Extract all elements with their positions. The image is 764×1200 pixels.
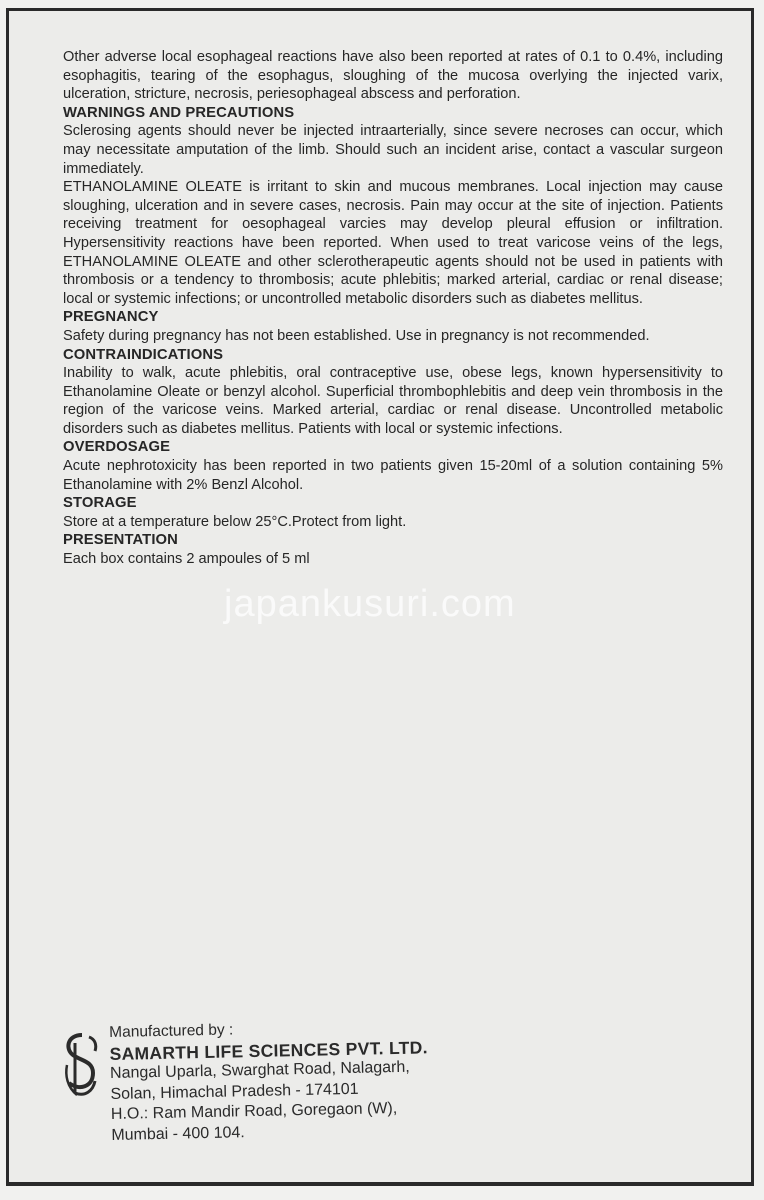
warnings-paragraph-1: Sclerosing agents should never be injected intraarterially, since severe necroses can occur, which may necessitate amputation of the limb. Should such an incident arise, contact a vascular surgeon immediately. <box>63 123 723 177</box>
storage-paragraph: Store at a temperature below 25°C.Protect from light. <box>63 513 407 530</box>
leaflet-page <box>6 8 754 1186</box>
address-line: Solan, Himachal Pradesh - 174101 <box>110 1080 359 1103</box>
heading-pregnancy: PREGNANCY <box>63 309 159 326</box>
address-line: H.O.: Ram Mandir Road, Goregaon (W), <box>110 1099 398 1123</box>
intro-paragraph: Other adverse local esophageal reactions have also been reported at rates of 0.1 to 0.4%, including esophagitis, tearing of the esophagus, sloughing of the mucosa overlying the injected varix, ulceration, stricture, necrosis, periesophageal abscess and perforation. <box>63 49 723 103</box>
heading-storage: STORAGE <box>63 495 137 512</box>
address-line: Mumbai - 400 104. <box>111 1123 245 1144</box>
heading-presentation: PRESENTATION <box>63 532 178 549</box>
manufacturer-block <box>109 1014 531 1146</box>
manufacturer-label: Manufactured by : <box>109 1021 234 1041</box>
company-logo-icon <box>59 1031 105 1101</box>
heading-warnings: WARNINGS AND PRECAUTIONS <box>63 104 295 121</box>
presentation-paragraph: Each box contains 2 ampoules of 5 ml <box>63 551 310 568</box>
heading-contraindications: CONTRAINDICATIONS <box>63 346 224 363</box>
pregnancy-paragraph: Safety during pregnancy has not been established. Use in pregnancy is not recommended. <box>63 327 650 344</box>
warnings-paragraph-2: ETHANOLAMINE OLEATE is irritant to skin and mucous membranes. Local injection may cause sloughing, ulceration and in severe cases, necrosis. Pain may occur at the site of injection. Patients receiving treatment for oesophageal varcies may develop pleural effusion or infiltration. Hypersensitivity reactions have been reported. When used to treat varicose veins of the legs, ETHANOLAMINE OLEATE and other sclerotherapeutic agents should not be used in patients with thrombosis or a tendency to thrombosis; acute phlebitis; marked arterial, cardiac or renal disease; local or systemic infections; or uncontrolled metabolic disorders such as diabetes mellitus. <box>63 179 723 307</box>
company-name: SAMARTH LIFE SCIENCES PVT. LTD. <box>109 1036 428 1064</box>
heading-overdosage: OVERDOSAGE <box>63 439 171 456</box>
address-line: Nangal Uparla, Swarghat Road, Nalagarh, <box>109 1058 410 1082</box>
overdosage-paragraph: Acute nephrotoxicity has been reported in two patients given 15-20ml of a solution containing 5% Ethanolamine with 2% Benzl Alcohol. <box>63 458 723 493</box>
leaflet-body <box>63 48 723 569</box>
contraindications-paragraph: Inability to walk, acute phlebitis, oral contraceptive use, obese legs, known hypersensitivity to Ethanolamine Oleate or benzyl alcohol. Superficial thrombophlebitis and deep vein thrombosis in the region of the varicose veins. Marked arterial, cardiac or renal disease. Uncontrolled metabolic disorders such as diabetes mellitus. Patients with local or systemic infections. <box>63 365 723 437</box>
watermark: japankusuri.com <box>224 583 516 625</box>
